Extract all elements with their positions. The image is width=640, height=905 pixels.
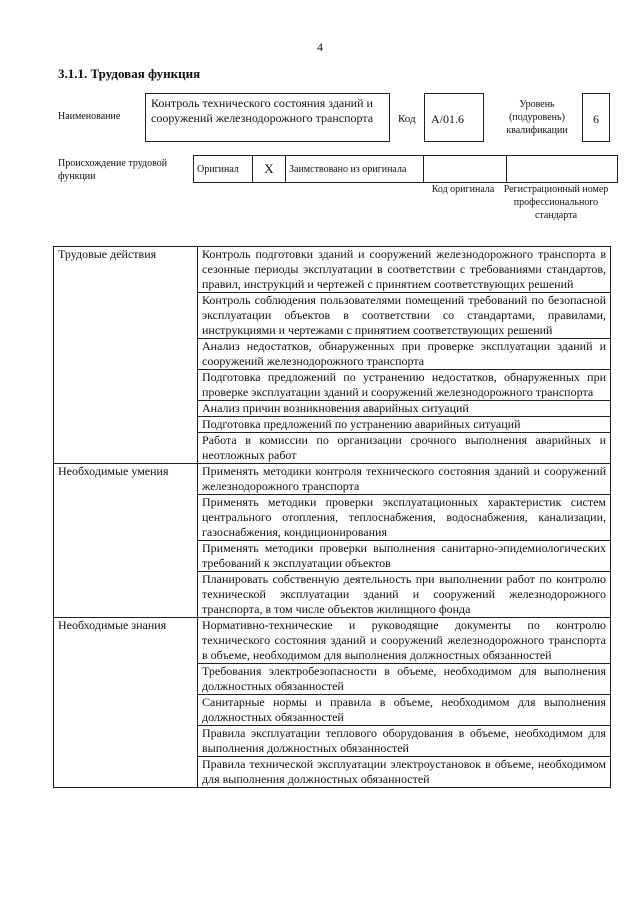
section-title: 3.1.1. Трудовая функция (58, 66, 201, 81)
table-cell: Контроль подготовки зданий и сооружений железнодорожного транспорта в сезонные периоды эксплуатации в соответствии с требованиями стандартов, правил, инструкций и чертежей с принятием соответствующих решений (198, 247, 611, 293)
table-cell: Применять методики проверки эксплуатационных характеристик систем центрального отопления, теплоснабжения, водоснабжения, канализации, газоснабжения, кондиционирования (198, 495, 611, 541)
function-name-value: Контроль технического состояния зданий и сооружений железнодорожного транспорта (145, 93, 390, 142)
reg-number-caption: Регистрационный номер профессионального стандарта (503, 184, 609, 221)
section-title-required-skills: Необходимые умения (54, 464, 198, 618)
table-row (54, 618, 611, 664)
code-label: Код (398, 113, 416, 125)
original-label: Оригинал (194, 156, 253, 183)
section-title-labor-actions: Трудовые действия (54, 247, 198, 464)
table-row (54, 464, 611, 495)
reg-number-cell (507, 156, 618, 183)
page-number: 4 (317, 40, 323, 54)
table-cell: Подготовка предложений по устранению недостатков, обнаруженных при проверке эксплуатации зданий и сооружений железнодорожного транспорта (198, 370, 611, 401)
table-cell: Контроль соблюдения пользователями помещений требований по безопасной эксплуатации объектов в соответствии со стандартами, правилами, инструкциями и чертежами с принятием соответствующих решений (198, 293, 611, 339)
origin-label: Происхождение трудовой функции (58, 158, 168, 182)
table-cell: Санитарные нормы и правила в объеме, необходимом для выполнения должностных обязанностей (198, 695, 611, 726)
function-details-table (53, 246, 611, 788)
table-cell: Анализ недостатков, обнаруженных при проверке эксплуатации зданий и сооружений железнодорожного транспорта (198, 339, 611, 370)
table-cell: Правила технической эксплуатации электроустановок в объеме, необходимом для выполнения должностных обязанностей (198, 757, 611, 788)
origin-table (193, 155, 618, 183)
table-cell: Применять методики контроля технического состояния зданий и сооружений железнодорожного транспорта (198, 464, 611, 495)
original-code-cell (424, 156, 507, 183)
table-cell: Планировать собственную деятельность при выполнении работ по контролю технической эксплуатации зданий и сооружений железнодорожного транспорта, в том числе объектов жилищного фонда (198, 572, 611, 618)
section-title-required-knowledge: Необходимые знания (54, 618, 198, 788)
table-cell: Требования электробезопасности в объеме, необходимом для выполнения должностных обязанностей (198, 664, 611, 695)
original-mark: X (253, 156, 286, 183)
table-row (54, 247, 611, 293)
table-cell: Применять методики проверки выполнения санитарно-эпидемиологических требований к эксплуатации объектов (198, 541, 611, 572)
level-label: Уровень (подуровень) квалификации (506, 99, 568, 136)
name-label: Наименование (58, 111, 121, 122)
table-cell: Правила эксплуатации теплового оборудования в объеме, необходимом для выполнения должностных обязанностей (198, 726, 611, 757)
table-cell: Подготовка предложений по устранению аварийных ситуаций (198, 417, 611, 433)
table-cell: Работа в комиссии по организации срочного выполнения аварийных и неотложных работ (198, 433, 611, 464)
table-cell: Анализ причин возникновения аварийных ситуаций (198, 401, 611, 417)
original-code-caption: Код оригинала (431, 184, 495, 195)
borrowed-label: Заимствовано из оригинала (286, 156, 424, 183)
code-value: А/01.6 (424, 93, 484, 142)
table-cell: Нормативно-технические и руководящие документы по контролю технического состояния зданий и сооружений железнодорожного транспорта в объеме, необходимом для выполнения должностных обязанностей (198, 618, 611, 664)
level-value: 6 (582, 93, 610, 142)
